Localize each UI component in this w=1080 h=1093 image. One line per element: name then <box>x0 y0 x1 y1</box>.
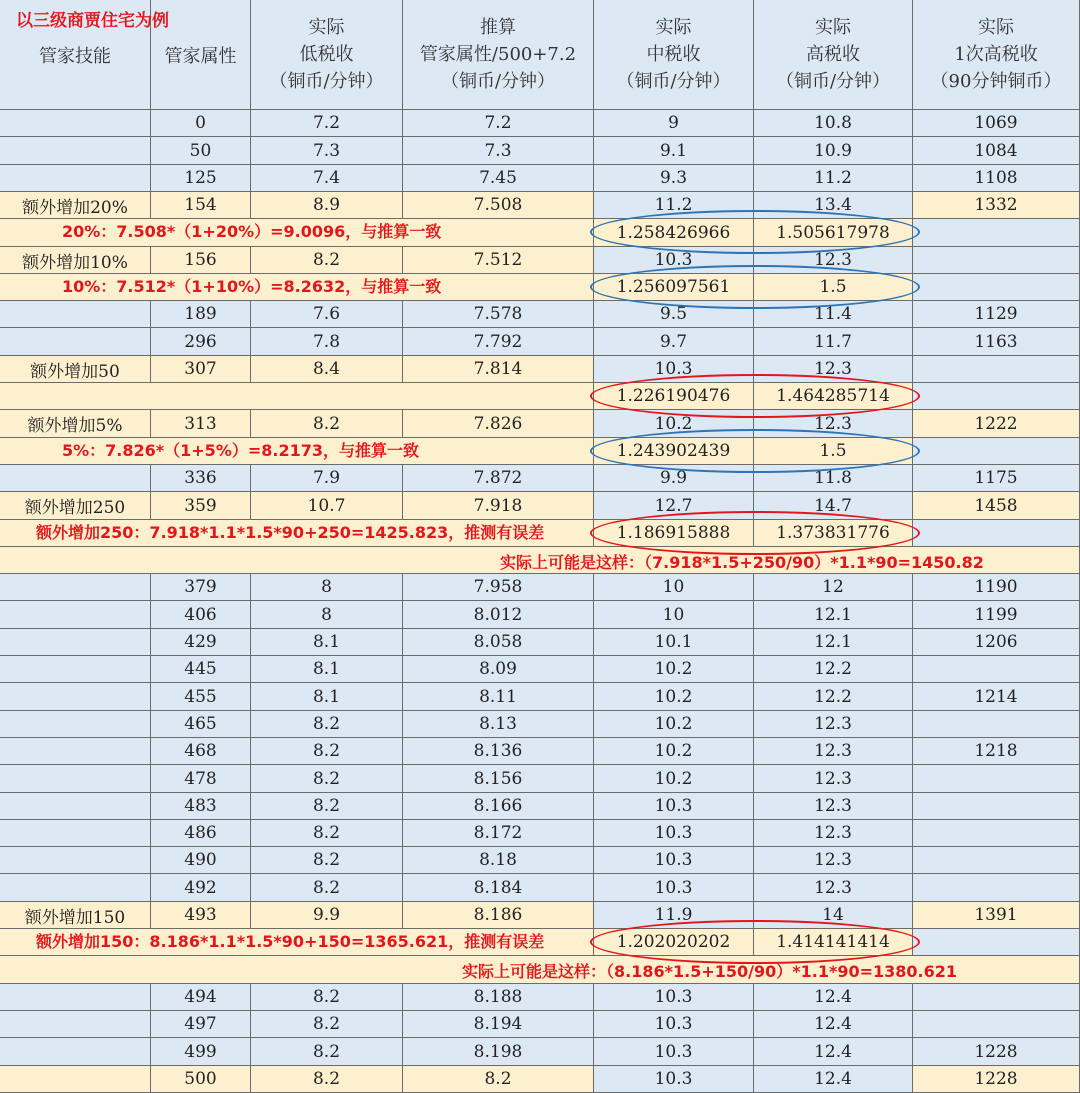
cell-attribute[interactable]: 313 <box>151 410 251 438</box>
cell-once-high-tax[interactable] <box>913 219 1080 247</box>
cell-once-high-tax[interactable]: 1206 <box>913 629 1080 656</box>
cell-mid-tax[interactable]: 10.2 <box>594 410 754 438</box>
cell-mid-tax[interactable]: 10.2 <box>594 683 754 711</box>
cell-attribute[interactable]: 465 <box>151 711 251 738</box>
cell-mid-tax[interactable]: 10.3 <box>594 1066 754 1093</box>
cell-high-tax[interactable]: 13.4 <box>754 192 913 219</box>
cell-once-high-tax[interactable]: 1084 <box>913 137 1080 165</box>
cell-computed[interactable]: 8.2 <box>403 1066 594 1093</box>
cell-high-tax[interactable]: 12.4 <box>754 984 913 1011</box>
header-high-tax <box>754 0 913 110</box>
header-once-high-tax <box>913 0 1080 110</box>
header-line: （铜币/分钟） <box>440 71 556 92</box>
cell-high-tax[interactable]: 12.3 <box>754 738 913 765</box>
cell-skill[interactable]: 额外增加50 <box>0 356 151 383</box>
cell-mid-tax[interactable]: 9 <box>594 110 754 137</box>
cell-attribute[interactable]: 492 <box>151 874 251 902</box>
cell-computed[interactable]: 8.194 <box>403 1011 594 1038</box>
header-line: （铜币/分钟） <box>269 71 384 92</box>
cell-computed[interactable]: 8.058 <box>403 629 594 656</box>
cell-once-high-tax[interactable] <box>913 356 1080 383</box>
cell-high-tax[interactable]: 12.4 <box>754 1038 913 1066</box>
cell-skill[interactable] <box>0 110 151 137</box>
header-line: 低税收 <box>299 44 354 65</box>
note-cell[interactable] <box>0 383 594 410</box>
ratio-mid-tax[interactable]: 1.226190476 <box>594 383 754 410</box>
cell-mid-tax[interactable]: 10.3 <box>594 247 754 274</box>
cell-computed[interactable]: 7.512 <box>403 247 594 274</box>
cell-once-high-tax[interactable]: 1199 <box>913 601 1080 629</box>
header-line: 高税收 <box>806 44 860 65</box>
cell-once-high-tax[interactable] <box>913 520 1080 547</box>
cell-skill[interactable]: 额外增加150 <box>0 902 151 929</box>
header-line: 中税收 <box>646 44 701 65</box>
ratio-high-tax[interactable]: 1.414141414 <box>754 929 913 956</box>
cell-attribute[interactable]: 478 <box>151 765 251 793</box>
cell-high-tax[interactable]: 12.3 <box>754 847 913 874</box>
cell-once-high-tax[interactable] <box>913 820 1080 847</box>
cell-once-high-tax[interactable]: 1129 <box>913 301 1080 328</box>
cell-skill[interactable] <box>0 601 151 629</box>
cell-attribute[interactable]: 125 <box>151 165 251 192</box>
cell-high-tax[interactable]: 12.1 <box>754 629 913 656</box>
cell-skill[interactable] <box>0 656 151 683</box>
cell-high-tax[interactable]: 12.2 <box>754 683 913 711</box>
cell-computed[interactable]: 7.578 <box>403 301 594 328</box>
cell-mid-tax[interactable]: 9.5 <box>594 301 754 328</box>
cell-computed[interactable]: 8.13 <box>403 711 594 738</box>
cell-once-high-tax[interactable] <box>913 793 1080 820</box>
header-line: 实际 <box>978 17 1014 38</box>
annotation-text: 实际上可能是这样：（8.186*1.5+150/90）*1.1*90=1380.621 <box>462 962 957 981</box>
ratio-mid-tax[interactable]: 1.258426966 <box>594 219 754 247</box>
cell-skill[interactable] <box>0 629 151 656</box>
annotation-text: 20%：7.508*（1+20%）=9.0096，与推算一致 <box>62 222 442 241</box>
ratio-high-tax[interactable]: 1.464285714 <box>754 383 913 410</box>
cell-low-tax[interactable]: 8.2 <box>251 410 403 438</box>
cell-low-tax[interactable]: 8.4 <box>251 356 403 383</box>
cell-low-tax[interactable]: 7.4 <box>251 165 403 192</box>
cell-once-high-tax[interactable]: 1214 <box>913 683 1080 711</box>
cell-once-high-tax[interactable] <box>913 984 1080 1011</box>
cell-high-tax[interactable]: 14 <box>754 902 913 929</box>
cell-skill[interactable] <box>0 847 151 874</box>
cell-skill[interactable]: 额外增加250 <box>0 492 151 520</box>
cell-attribute[interactable]: 189 <box>151 301 251 328</box>
cell-skill[interactable] <box>0 793 151 820</box>
cell-once-high-tax[interactable]: 1175 <box>913 465 1080 492</box>
cell-low-tax[interactable]: 8 <box>251 601 403 629</box>
cell-skill[interactable]: 额外增加10% <box>0 247 151 274</box>
cell-attribute[interactable]: 429 <box>151 629 251 656</box>
cell-skill[interactable] <box>0 574 151 601</box>
cell-mid-tax[interactable]: 10 <box>594 574 754 601</box>
cell-low-tax[interactable]: 8.9 <box>251 192 403 219</box>
cell-high-tax[interactable]: 12.1 <box>754 601 913 629</box>
cell-computed[interactable]: 8.11 <box>403 683 594 711</box>
cell-attribute[interactable]: 406 <box>151 601 251 629</box>
cell-mid-tax[interactable]: 9.1 <box>594 137 754 165</box>
cell-attribute[interactable]: 336 <box>151 465 251 492</box>
cell-once-high-tax[interactable]: 1391 <box>913 902 1080 929</box>
cell-once-high-tax[interactable] <box>913 874 1080 902</box>
cell-once-high-tax[interactable] <box>913 656 1080 683</box>
cell-skill[interactable] <box>0 465 151 492</box>
cell-high-tax[interactable]: 12.3 <box>754 793 913 820</box>
cell-computed[interactable]: 8.156 <box>403 765 594 793</box>
cell-low-tax[interactable]: 8.1 <box>251 629 403 656</box>
cell-low-tax[interactable]: 7.2 <box>251 110 403 137</box>
cell-high-tax[interactable]: 12.3 <box>754 765 913 793</box>
cell-attribute[interactable]: 0 <box>151 110 251 137</box>
cell-once-high-tax[interactable]: 1163 <box>913 328 1080 356</box>
cell-low-tax[interactable]: 7.6 <box>251 301 403 328</box>
cell-computed[interactable]: 8.184 <box>403 874 594 902</box>
cell-skill[interactable] <box>0 1066 151 1093</box>
cell-computed[interactable]: 8.136 <box>403 738 594 765</box>
cell-skill[interactable] <box>0 137 151 165</box>
cell-attribute[interactable]: 379 <box>151 574 251 601</box>
cell-low-tax[interactable]: 8.2 <box>251 984 403 1011</box>
cell-attribute[interactable]: 497 <box>151 1011 251 1038</box>
cell-skill[interactable] <box>0 683 151 711</box>
cell-mid-tax[interactable]: 9.3 <box>594 165 754 192</box>
header-low-tax <box>251 0 403 110</box>
header-mid-tax <box>594 0 754 110</box>
header-line: （铜币/分钟） <box>775 71 891 92</box>
cell-low-tax[interactable]: 8.2 <box>251 1066 403 1093</box>
cell-mid-tax[interactable]: 10.3 <box>594 874 754 902</box>
cell-attribute[interactable]: 493 <box>151 902 251 929</box>
cell-mid-tax[interactable]: 9.7 <box>594 328 754 356</box>
cell-mid-tax[interactable]: 10.3 <box>594 820 754 847</box>
cell-mid-tax[interactable]: 10.3 <box>594 847 754 874</box>
header-line: 管家属性 <box>164 46 237 67</box>
cell-once-high-tax[interactable]: 1218 <box>913 738 1080 765</box>
cell-mid-tax[interactable]: 10.3 <box>594 984 754 1011</box>
cell-once-high-tax[interactable] <box>913 274 1080 301</box>
cell-mid-tax[interactable]: 11.9 <box>594 902 754 929</box>
cell-once-high-tax[interactable]: 1228 <box>913 1066 1080 1093</box>
cell-mid-tax[interactable]: 10.1 <box>594 629 754 656</box>
annotation-text: 额外增加150：8.186*1.1*1.5*90+150=1365.621，推测有误差 <box>36 932 545 951</box>
cell-skill[interactable] <box>0 820 151 847</box>
cell-mid-tax[interactable]: 9.9 <box>594 465 754 492</box>
cell-attribute[interactable]: 490 <box>151 847 251 874</box>
cell-once-high-tax[interactable] <box>913 929 1080 956</box>
cell-skill[interactable] <box>0 301 151 328</box>
cell-mid-tax[interactable]: 10.2 <box>594 738 754 765</box>
cell-once-high-tax[interactable]: 1069 <box>913 110 1080 137</box>
cell-skill[interactable]: 额外增加20% <box>0 192 151 219</box>
title-note: 以三级商贾住宅为例 <box>16 11 169 31</box>
cell-attribute[interactable]: 296 <box>151 328 251 356</box>
cell-attribute[interactable]: 156 <box>151 247 251 274</box>
cell-high-tax[interactable]: 12.3 <box>754 410 913 438</box>
cell-high-tax[interactable]: 11.2 <box>754 165 913 192</box>
cell-low-tax[interactable]: 8.1 <box>251 683 403 711</box>
cell-once-high-tax[interactable]: 1458 <box>913 492 1080 520</box>
cell-attribute[interactable]: 359 <box>151 492 251 520</box>
cell-low-tax[interactable]: 8.1 <box>251 656 403 683</box>
cell-low-tax[interactable]: 8.2 <box>251 247 403 274</box>
cell-mid-tax[interactable]: 10.2 <box>594 765 754 793</box>
cell-computed[interactable]: 8.18 <box>403 847 594 874</box>
header-line: （铜币/分钟） <box>616 71 731 92</box>
header-line: 推算 <box>480 17 516 38</box>
ratio-high-tax[interactable]: 1.505617978 <box>754 219 913 247</box>
annotation-text: 实际上可能是这样：（7.918*1.5+250/90）*1.1*90=1450.82 <box>500 553 984 572</box>
cell-once-high-tax[interactable] <box>913 847 1080 874</box>
cell-low-tax[interactable]: 10.7 <box>251 492 403 520</box>
cell-attribute[interactable]: 500 <box>151 1066 251 1093</box>
cell-skill[interactable] <box>0 984 151 1011</box>
ratio-high-tax[interactable]: 1.373831776 <box>754 520 913 547</box>
cell-low-tax[interactable]: 8.2 <box>251 1011 403 1038</box>
cell-low-tax[interactable]: 7.8 <box>251 328 403 356</box>
cell-attribute[interactable]: 455 <box>151 683 251 711</box>
cell-low-tax[interactable]: 8.2 <box>251 847 403 874</box>
ratio-mid-tax[interactable]: 1.202020202 <box>594 929 754 956</box>
cell-attribute[interactable]: 307 <box>151 356 251 383</box>
cell-mid-tax[interactable]: 12.7 <box>594 492 754 520</box>
cell-mid-tax[interactable]: 10 <box>594 601 754 629</box>
cell-low-tax[interactable]: 9.9 <box>251 902 403 929</box>
cell-skill[interactable] <box>0 165 151 192</box>
cell-computed[interactable]: 7.814 <box>403 356 594 383</box>
header-computed <box>403 0 594 110</box>
cell-computed[interactable]: 7.508 <box>403 192 594 219</box>
cell-low-tax[interactable]: 8.2 <box>251 793 403 820</box>
cell-mid-tax[interactable]: 10.2 <box>594 656 754 683</box>
cell-high-tax[interactable]: 11.7 <box>754 328 913 356</box>
cell-once-high-tax[interactable]: 1190 <box>913 574 1080 601</box>
annotation-text: 额外增加250：7.918*1.1*1.5*90+250=1425.823，推测有误差 <box>36 523 545 542</box>
header-line: 实际 <box>655 17 692 38</box>
header-line: 实际 <box>815 17 851 38</box>
cell-skill[interactable] <box>0 765 151 793</box>
ratio-mid-tax[interactable]: 1.243902439 <box>594 438 754 465</box>
cell-computed[interactable]: 8.166 <box>403 793 594 820</box>
cell-attribute[interactable]: 486 <box>151 820 251 847</box>
cell-computed[interactable]: 8.012 <box>403 601 594 629</box>
cell-low-tax[interactable]: 8.2 <box>251 765 403 793</box>
cell-skill[interactable]: 额外增加5% <box>0 410 151 438</box>
cell-once-high-tax[interactable]: 1108 <box>913 165 1080 192</box>
cell-attribute[interactable]: 483 <box>151 793 251 820</box>
header-line: 实际 <box>308 17 345 38</box>
cell-once-high-tax[interactable] <box>913 1011 1080 1038</box>
cell-computed[interactable]: 8.172 <box>403 820 594 847</box>
cell-high-tax[interactable]: 12.3 <box>754 247 913 274</box>
ratio-high-tax[interactable]: 1.5 <box>754 438 913 465</box>
cell-attribute[interactable]: 499 <box>151 1038 251 1066</box>
cell-high-tax[interactable]: 12.3 <box>754 711 913 738</box>
cell-high-tax[interactable]: 12.4 <box>754 1011 913 1038</box>
cell-low-tax[interactable]: 8.2 <box>251 711 403 738</box>
cell-computed[interactable]: 7.958 <box>403 574 594 601</box>
cell-computed[interactable]: 8.186 <box>403 902 594 929</box>
cell-computed[interactable]: 7.872 <box>403 465 594 492</box>
cell-attribute[interactable]: 468 <box>151 738 251 765</box>
cell-skill[interactable] <box>0 711 151 738</box>
cell-computed[interactable]: 7.45 <box>403 165 594 192</box>
cell-low-tax[interactable]: 8.2 <box>251 820 403 847</box>
cell-mid-tax[interactable]: 10.3 <box>594 1038 754 1066</box>
cell-low-tax[interactable]: 8 <box>251 574 403 601</box>
cell-mid-tax[interactable]: 10.3 <box>594 793 754 820</box>
cell-high-tax[interactable]: 11.4 <box>754 301 913 328</box>
cell-computed[interactable]: 8.188 <box>403 984 594 1011</box>
cell-mid-tax[interactable]: 10.2 <box>594 711 754 738</box>
ratio-high-tax[interactable]: 1.5 <box>754 274 913 301</box>
header-line: 1次高税收 <box>954 44 1038 65</box>
cell-high-tax[interactable]: 12.4 <box>754 1066 913 1093</box>
cell-skill[interactable] <box>0 1038 151 1066</box>
cell-high-tax[interactable]: 12.2 <box>754 656 913 683</box>
cell-mid-tax[interactable]: 10.3 <box>594 356 754 383</box>
header-line: （90分钟铜币） <box>930 71 1062 92</box>
cell-high-tax[interactable]: 12 <box>754 574 913 601</box>
cell-once-high-tax[interactable] <box>913 765 1080 793</box>
cell-high-tax[interactable]: 11.8 <box>754 465 913 492</box>
cell-once-high-tax[interactable]: 1332 <box>913 192 1080 219</box>
cell-once-high-tax[interactable] <box>913 383 1080 410</box>
cell-attribute[interactable]: 50 <box>151 137 251 165</box>
cell-attribute[interactable]: 445 <box>151 656 251 683</box>
cell-high-tax[interactable]: 12.3 <box>754 356 913 383</box>
cell-skill[interactable] <box>0 328 151 356</box>
annotation-text: 10%：7.512*（1+10%）=8.2632，与推算一致 <box>62 277 442 296</box>
ratio-mid-tax[interactable]: 1.186915888 <box>594 520 754 547</box>
cell-low-tax[interactable]: 8.2 <box>251 874 403 902</box>
cell-once-high-tax[interactable]: 1228 <box>913 1038 1080 1066</box>
cell-computed[interactable]: 7.826 <box>403 410 594 438</box>
cell-computed[interactable]: 7.2 <box>403 110 594 137</box>
cell-attribute[interactable]: 154 <box>151 192 251 219</box>
cell-low-tax[interactable]: 8.2 <box>251 738 403 765</box>
cell-high-tax[interactable]: 14.7 <box>754 492 913 520</box>
cell-low-tax[interactable]: 7.9 <box>251 465 403 492</box>
cell-once-high-tax[interactable] <box>913 247 1080 274</box>
cell-skill[interactable] <box>0 1011 151 1038</box>
cell-high-tax[interactable]: 10.8 <box>754 110 913 137</box>
header-line: 管家技能 <box>39 46 111 67</box>
cell-skill[interactable] <box>0 874 151 902</box>
header-line: 管家属性/500+7.2 <box>419 44 577 65</box>
cell-low-tax[interactable]: 7.3 <box>251 137 403 165</box>
cell-computed[interactable]: 7.3 <box>403 137 594 165</box>
cell-computed[interactable]: 8.09 <box>403 656 594 683</box>
cell-computed[interactable]: 7.792 <box>403 328 594 356</box>
cell-computed[interactable]: 8.198 <box>403 1038 594 1066</box>
cell-once-high-tax[interactable] <box>913 711 1080 738</box>
cell-high-tax[interactable]: 10.9 <box>754 137 913 165</box>
cell-attribute[interactable]: 494 <box>151 984 251 1011</box>
cell-once-high-tax[interactable]: 1222 <box>913 410 1080 438</box>
cell-skill[interactable] <box>0 738 151 765</box>
cell-computed[interactable]: 7.918 <box>403 492 594 520</box>
ratio-mid-tax[interactable]: 1.256097561 <box>594 274 754 301</box>
cell-high-tax[interactable]: 12.3 <box>754 820 913 847</box>
cell-mid-tax[interactable]: 10.3 <box>594 1011 754 1038</box>
cell-low-tax[interactable]: 8.2 <box>251 1038 403 1066</box>
cell-mid-tax[interactable]: 11.2 <box>594 192 754 219</box>
cell-high-tax[interactable]: 12.3 <box>754 874 913 902</box>
cell-once-high-tax[interactable] <box>913 438 1080 465</box>
annotation-text: 5%：7.826*（1+5%）=8.2173，与推算一致 <box>62 441 419 460</box>
